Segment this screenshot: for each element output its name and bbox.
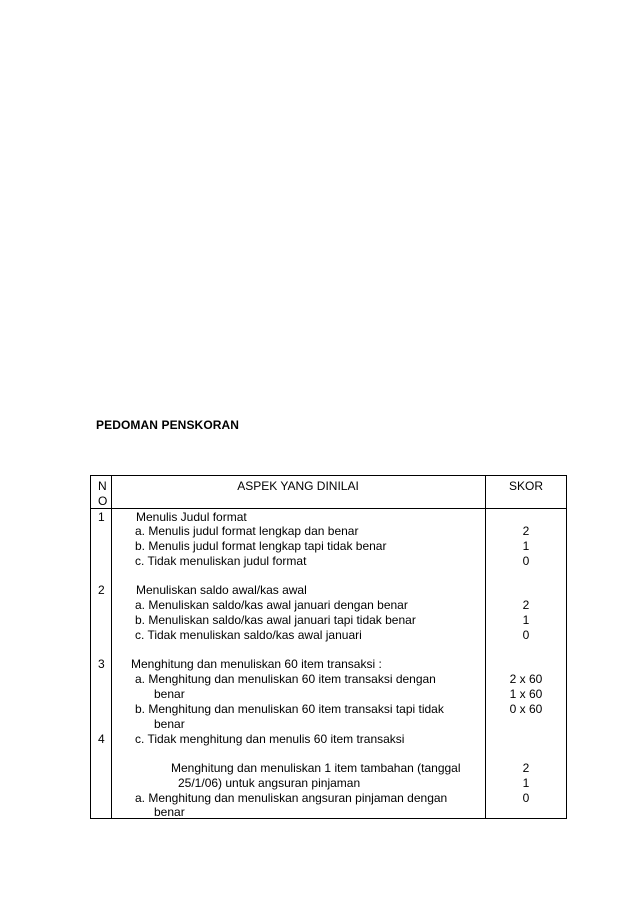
row-3-heading: Menghitung dan menuliskan 60 item transaksi :: [131, 657, 382, 671]
row-3-score-b: 1 x 60: [509, 687, 543, 701]
row-3-item-c: c. Tidak menghitung dan menulis 60 item transaksi: [135, 732, 405, 746]
row-2-no: 2: [98, 583, 105, 597]
column-divider-no: [111, 476, 112, 818]
row-4-no: 4: [98, 732, 105, 746]
row-1-heading: Menulis Judul format: [136, 510, 247, 524]
row-1-score-c: 0: [522, 554, 530, 568]
header-divider: [91, 508, 566, 509]
row-3-no: 3: [98, 657, 105, 671]
row-2-heading: Menuliskan saldo awal/kas awal: [136, 583, 307, 597]
row-1-item-b: b. Menulis judul format lengkap tapi tidak benar: [135, 539, 387, 553]
header-aspek: ASPEK YANG DINILAI: [237, 479, 359, 493]
header-no-line2: O: [98, 494, 108, 508]
row-1-item-c: c. Tidak menuliskan judul format: [135, 554, 307, 568]
row-3-score-c: 0 x 60: [509, 702, 543, 716]
row-4-item-a-cont: benar: [154, 805, 185, 819]
row-4-score-c: 0: [522, 791, 530, 805]
row-3-item-a: a. Menghitung dan menuliskan 60 item transaksi dengan: [135, 672, 436, 686]
row-4-heading-line2: 25/1/06) untuk angsuran pinjaman: [178, 776, 361, 790]
row-1-no: 1: [98, 510, 105, 524]
scoring-table: [90, 475, 567, 819]
row-3-score-a: 2 x 60: [509, 672, 543, 686]
row-1-score-a: 2: [522, 524, 530, 538]
page-title: PEDOMAN PENSKORAN: [96, 418, 240, 432]
row-3-item-b: b. Menghitung dan menuliskan 60 item transaksi tapi tidak: [135, 702, 444, 716]
row-2-score-a: 2: [522, 598, 530, 612]
row-2-item-a: a. Menuliskan saldo/kas awal januari dengan benar: [135, 598, 408, 612]
row-2-item-c: c. Tidak menuliskan saldo/kas awal januari: [135, 628, 362, 642]
row-4-item-a: a. Menghitung dan menuliskan angsuran pinjaman dengan: [135, 791, 448, 805]
row-2-score-c: 0: [522, 628, 530, 642]
row-1-score-b: 1: [522, 539, 530, 553]
row-4-score-b: 1: [522, 776, 530, 790]
row-4-score-a: 2: [522, 761, 530, 775]
header-skor: SKOR: [508, 479, 543, 493]
row-3-item-b-cont: benar: [154, 717, 185, 731]
row-3-item-a-cont: benar: [154, 687, 185, 701]
row-4-heading-line1: Menghitung dan menuliskan 1 item tambahan (tanggal: [171, 761, 461, 775]
row-1-item-a: a. Menulis judul format lengkap dan benar: [135, 524, 359, 538]
header-no-line1: N: [98, 479, 107, 493]
row-2-score-b: 1: [522, 613, 530, 627]
row-2-item-b: b. Menuliskan saldo/kas awal januari tapi tidak benar: [135, 613, 416, 627]
